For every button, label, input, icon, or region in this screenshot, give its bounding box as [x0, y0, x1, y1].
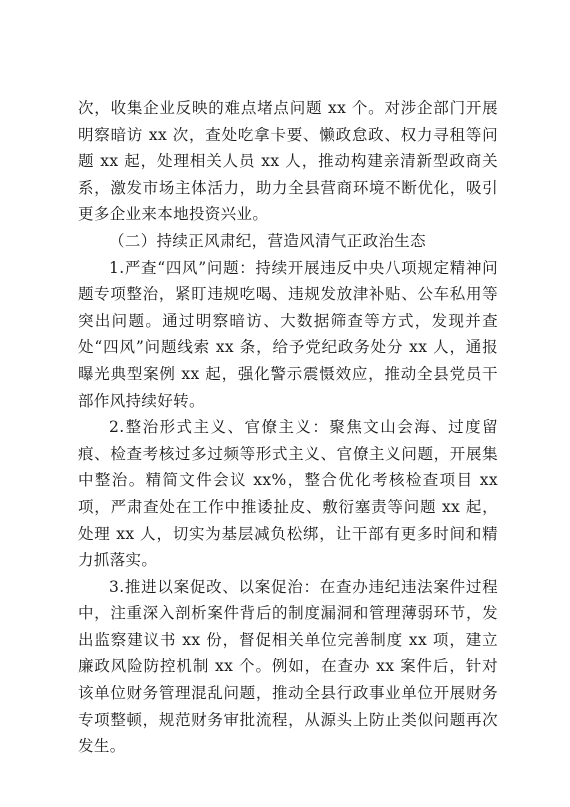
paragraph-formalism: 2.整治形式主义、官僚主义：聚焦文山会海、过度留痕、检查考核过多过频等形式主义、官僚主义问题，开展集中整治。精简文件会议 xx%，整合优化考核检查项目 xx 项，严肃查处在工作中推诿扯皮、敷衍塞责等问题 xx 起，处理 xx 人，切实为基层减负松绑，让干部有更多时间和精力抓落实。 — [78, 418, 498, 570]
section-heading: （二）持续正风肃纪，营造风清气正政治生态 — [109, 231, 427, 250]
paragraph-continuation: 次，收集企业反映的难点堵点问题 xx 个。对涉企部门开展明察暗访 xx 次，查处吃拿卡要、懒政怠政、权力寻租等问题 xx 起，处理相关人员 xx 人，推动构建亲清新型政商关系，激发市场主体活力，助力全县营商环境不断优化，吸引更多企业来本地投资兴业。 — [78, 99, 498, 224]
paragraph-four-winds: 1.严查“四风”问题：持续开展违反中央八项规定精神问题专项整治，紧盯违规吃喝、违规发放津补贴、公车私用等突出问题。通过明察暗访、大数据筛查等方式，发现并查处“四风”问题线索 xx 条，给予党纪政务处分 xx 人，通报曝光典型案例 xx 起，强化警示震慑效应，推动全县党员干部作风持续好转。 — [78, 258, 498, 410]
document-body — [78, 95, 498, 760]
paragraph-case-reform: 3.推进以案促改、以案促治：在查办违纪违法案件过程中，注重深入剖析案件背后的制度漏洞和管理薄弱环节，发出监察建议书 xx 份，督促相关单位完善制度 xx 项，建立廉政风险防控机制 xx 个。例如，在查办 xx 案件后，针对该单位财务管理混乱问题，推动全县行政事业单位开展财务专项整顿，规范财务审批流程，从源头上防止类似问题再次发生。 — [78, 577, 498, 756]
